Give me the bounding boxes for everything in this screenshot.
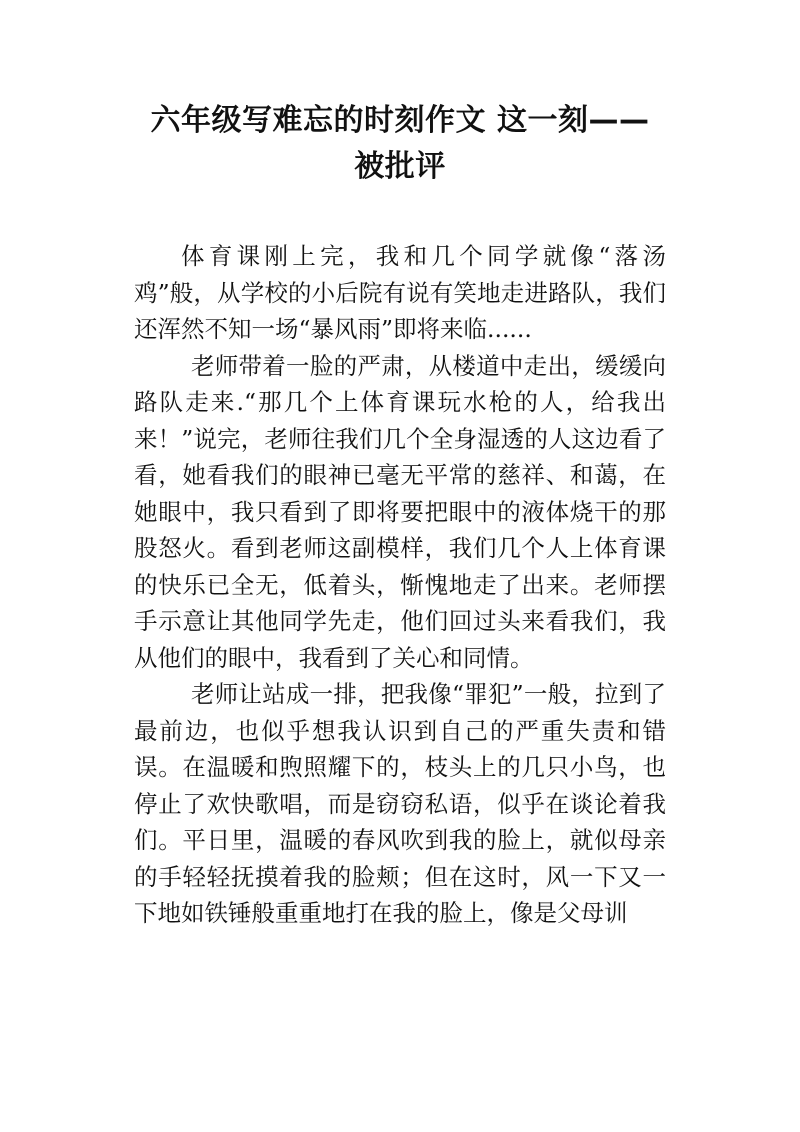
paragraph-1: 体育课刚上完，我和几个同学就像“落汤鸡”般，从学校的小后院有说有笑地走进路队，我们还浑然不知一场“暴风雨”即将来临...... — [134, 242, 666, 343]
document-body — [134, 238, 666, 932]
paragraph-2: 老师带着一脸的严肃，从楼道中走出，缓缓向路队走来.“那几个上体育课玩水枪的人，给我出来！”说完，老师往我们几个全身湿透的人这边看了看，她看我们的眼神已毫无平常的慈祥、和蔼，在她眼中，我只看到了即将要把眼中的液体烧干的那股怒火。看到老师这副模样，我们几个人上体育课的快乐已全无，低着头，惭愧地走了出来。老师摆手示意让其他同学先走，他们回过头来看我们，我从他们的眼中，我看到了关心和同情。 — [134, 351, 666, 672]
document-title — [90, 98, 710, 190]
title-line-1: 六年级写难忘的时刻作文 这一刻—— — [150, 103, 650, 138]
paragraph-3: 老师让站成一排，把我像“罪犯”一般，拉到了最前边，也似乎想我认识到自己的严重失责和错误。在温暖和煦照耀下的，枝头上的几只小鸟，也停止了欢快歌唱，而是窃窃私语，似乎在谈论着我们。平日里，温暖的春风吹到我的脸上，就似母亲的手轻轻抚摸着我的脸颊；但在这时，风一下又一下地如铁锤般重重地打在我的脸上，像是父母训 — [134, 680, 666, 927]
title-line-2: 被批评 — [354, 149, 446, 184]
